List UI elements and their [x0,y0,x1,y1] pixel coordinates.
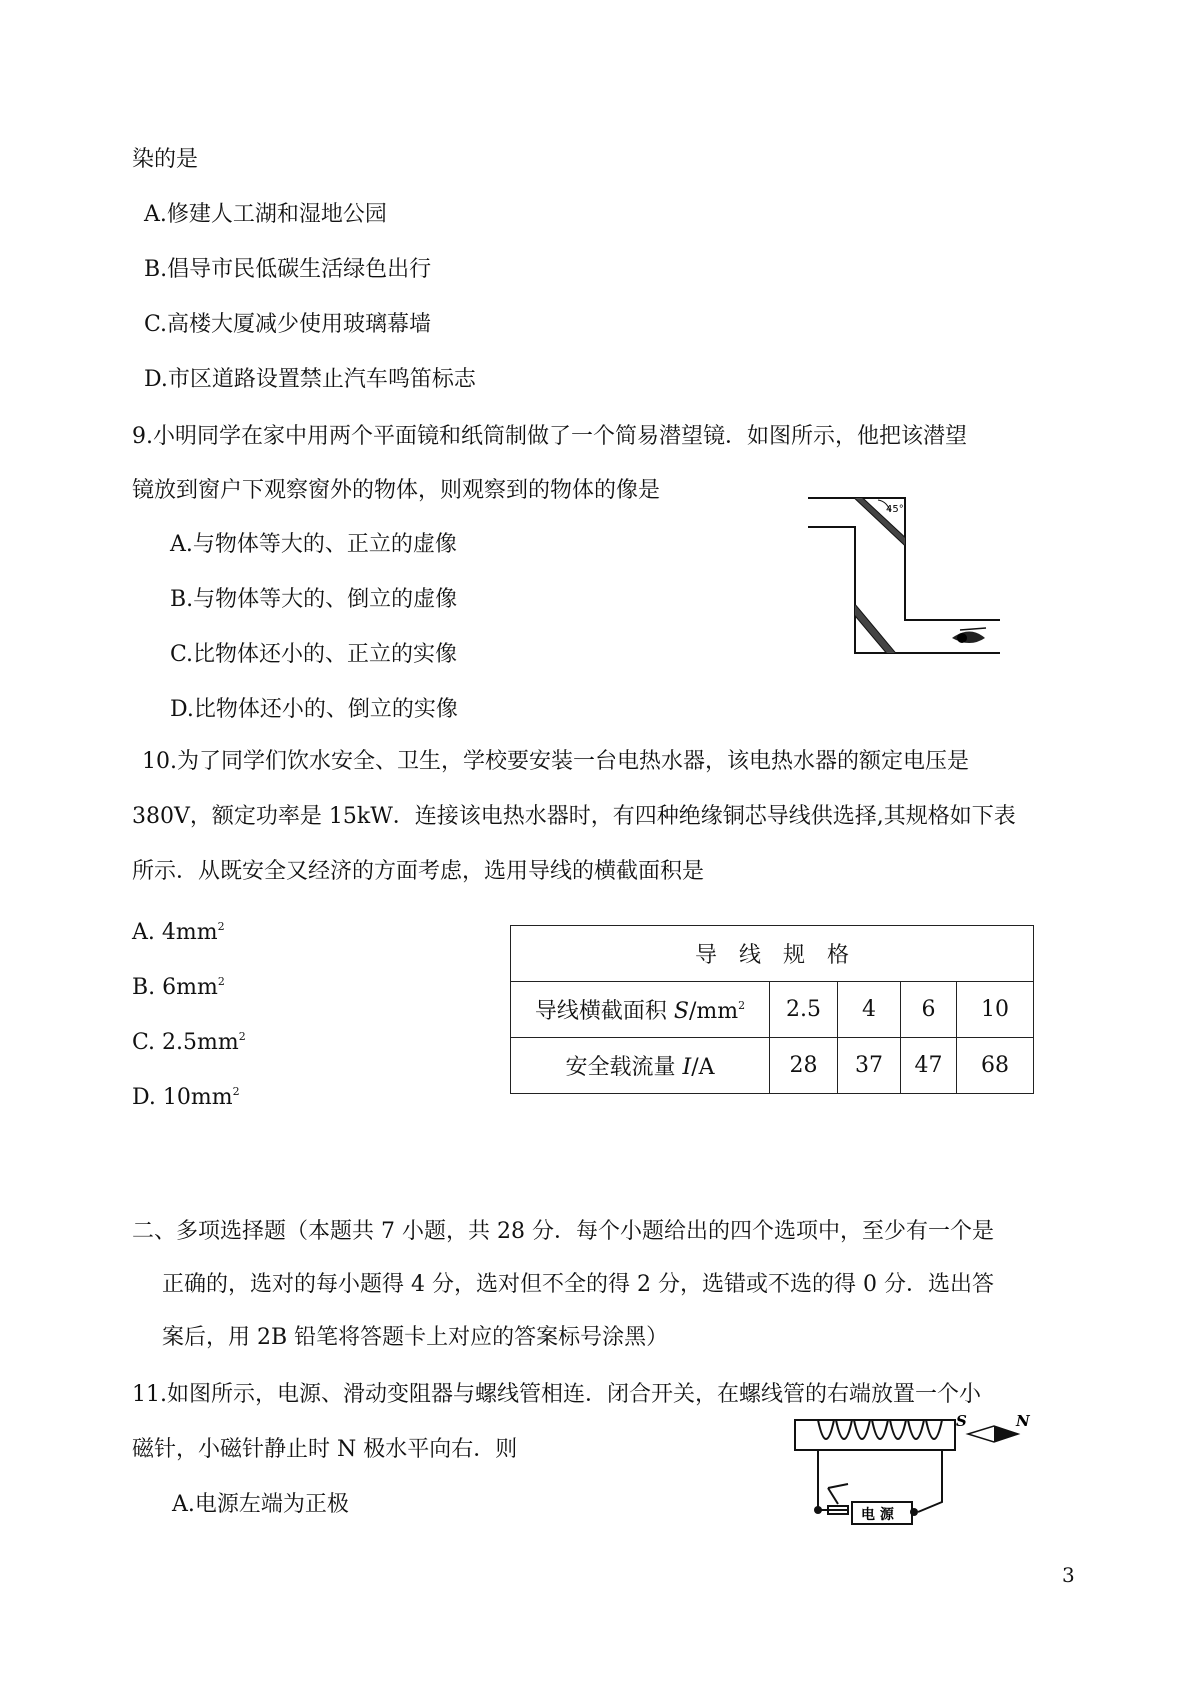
needle-n-label: N [1016,1412,1030,1430]
q9-option-b: B.与物体等大的、倒立的虚像 [170,587,458,612]
q9-option-d: D.比物体还小的、倒立的实像 [170,697,458,722]
q9-option-a: A.与物体等大的、正立的虚像 [170,532,457,557]
q10-line-1: 10.为了同学们饮水安全、卫生，学校要安装一台电热水器，该电热水器的额定电压是 [142,749,969,774]
table-cell: 37 [838,1038,901,1094]
table-cell: 6 [901,982,957,1038]
q8-option-b: B.倡导市民低碳生活绿色出行 [144,257,432,282]
table-title: 导 线 规 格 [511,926,1034,982]
q11-option-a: A.电源左端为正极 [172,1492,349,1517]
q9-line-1: 9.小明同学在家中用两个平面镜和纸筒制做了一个简易潜望镜．如图所示，他把该潜望 [132,424,967,449]
needle-s-label: S [956,1412,967,1430]
q8-stem-tail: 染的是 [132,147,199,172]
wire-spec-table [510,925,1034,1094]
section2-line-3: 案后，用 2B 铅笔将答题卡上对应的答案标号涂黑） [162,1325,669,1350]
q8-option-a: A.修建人工湖和湿地公园 [144,202,387,227]
table-cell: 2.5 [770,982,838,1038]
q10-option-b: B. $6mm^2$ [132,975,225,1000]
table-cell: 28 [770,1038,838,1094]
section2-line-2: 正确的，选对的每小题得 4 分，选对但不全的得 2 分，选错或不选的得 0 分．选出答 [162,1272,994,1297]
q9-option-c: C.比物体还小的、正立的实像 [170,642,458,667]
q10-option-a: A. $4mm^2$ [132,920,225,945]
q10-option-c: C. $2.5mm^2$ [132,1030,246,1055]
q11-line-2: 磁针，小磁针静止时 N 极水平向右．则 [132,1437,518,1462]
table-row-label: 安全载流量 I/A [511,1038,770,1094]
table-row [511,982,1034,1038]
table-cell: 10 [957,982,1034,1038]
q10-option-d: D. $10mm^2$ [132,1085,240,1110]
table-cell: 47 [901,1038,957,1094]
table-cell: 4 [838,982,901,1038]
periscope-angle-label: 45° [886,504,904,515]
periscope-figure [800,490,1010,665]
q8-option-c: C.高楼大厦减少使用玻璃幕墙 [144,312,432,337]
table-cell: 68 [957,1038,1034,1094]
compass-needle-icon [956,1412,1031,1442]
table-row [511,926,1034,982]
section2-line-1: 二、多项选择题（本题共 7 小题，共 28 分．每个小题给出的四个选项中，至少有一个是 [132,1219,994,1244]
power-source-label: 电 源 [861,1507,894,1523]
table-row-label: 导线横截面积 $S/mm^2$ [511,982,770,1038]
table-row [511,1038,1034,1094]
q11-line-1: 11.如图所示，电源、滑动变阻器与螺线管相连．闭合开关，在螺线管的右端放置一个小 [132,1382,981,1407]
q10-line-3: 所示．从既安全又经济的方面考虑，选用导线的横截面积是 [132,859,705,884]
q9-line-2: 镜放到窗户下观察窗外的物体，则观察到的物体的像是 [132,478,661,503]
eye-icon [952,628,986,643]
page-number: 3 [1062,1563,1075,1587]
solenoid-circuit-figure [790,1410,1040,1545]
q8-option-d: D.市区道路设置禁止汽车鸣笛标志 [144,367,476,392]
q10-line-2: 380V，额定功率是 15kW．连接该电热水器时，有四种绝缘铜芯导线供选择,其规格如下表 [132,804,1016,829]
